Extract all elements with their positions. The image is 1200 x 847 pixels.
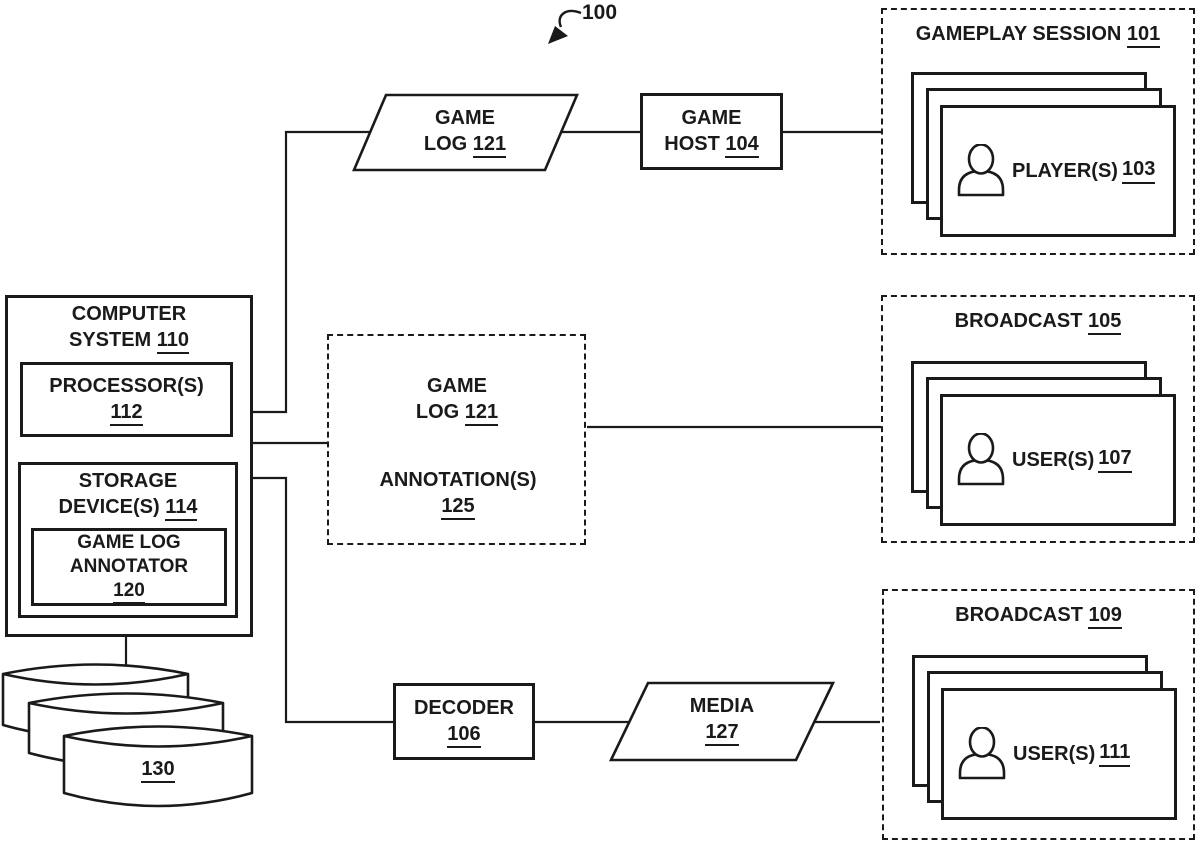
decoder-label: DECODER 106 xyxy=(414,696,514,747)
broadcast-109-title: BROADCAST 109 xyxy=(884,604,1193,627)
figure-arrow-icon xyxy=(548,11,581,44)
datastore-ref: 130 xyxy=(141,758,174,783)
users-107-ref: 107 xyxy=(1098,447,1131,473)
person-icon xyxy=(955,727,1009,781)
database-stack-icon xyxy=(3,665,252,807)
game-host-ref: 104 xyxy=(725,133,758,158)
computer-system-label: COMPUTER SYSTEM 110 xyxy=(69,302,189,353)
gameplay-session-ref: 101 xyxy=(1127,23,1160,48)
storage-devices-ref: 114 xyxy=(165,496,197,521)
game-log-annotator-box xyxy=(31,528,227,606)
processor-box xyxy=(20,362,233,437)
broadcast-105-ref: 105 xyxy=(1088,310,1121,335)
users-107-label: USER(S) xyxy=(1012,448,1095,471)
processor-label: PROCESSOR(S) 112 xyxy=(49,374,203,425)
users-111-label: USER(S) xyxy=(1013,742,1096,765)
broadcast-109-card-front xyxy=(941,688,1177,820)
game-log-annotator-ref: 120 xyxy=(113,580,145,604)
game-host-box xyxy=(640,93,783,170)
players-ref: 103 xyxy=(1122,158,1155,184)
users-107-row xyxy=(943,397,1173,523)
media-ref: 127 xyxy=(705,721,738,746)
players-label: PLAYER(S) xyxy=(1012,159,1118,182)
storage-devices-label: STORAGE DEVICE(S) 114 xyxy=(59,469,198,520)
person-icon xyxy=(954,144,1008,198)
annotations-label: ANNOTATION(S) 125 xyxy=(352,459,564,527)
broadcast-109-box xyxy=(882,589,1195,840)
broadcast-105-title: BROADCAST 105 xyxy=(883,310,1193,333)
decoder-box xyxy=(393,683,535,760)
broadcast-109-ref: 109 xyxy=(1088,604,1121,629)
processor-ref: 112 xyxy=(110,401,142,426)
users-111-ref: 111 xyxy=(1099,741,1130,767)
computer-system-ref: 110 xyxy=(157,329,189,354)
person-icon xyxy=(954,433,1008,487)
datastore-label xyxy=(108,758,208,781)
users-111-row xyxy=(944,691,1174,817)
game-log-top-label: GAME LOG 121 xyxy=(380,99,550,163)
broadcast-105-box xyxy=(881,295,1195,543)
figure-number xyxy=(582,1,617,25)
game-log-mid-label: GAME LOG 121 xyxy=(372,367,542,431)
game-log-top-ref: 121 xyxy=(473,133,506,158)
gameplay-session-box xyxy=(881,8,1195,255)
media-label: MEDIA 127 xyxy=(630,687,814,751)
game-host-label: GAME HOST 104 xyxy=(664,106,759,157)
gameplay-session-title: GAMEPLAY SESSION 101 xyxy=(883,23,1193,46)
figure-number-text: 100 xyxy=(582,1,618,24)
decoder-ref: 106 xyxy=(447,723,480,748)
players-row xyxy=(943,108,1173,234)
game-log-annotator-label: GAME LOG ANNOTATOR 120 xyxy=(70,531,188,602)
annotations-ref: 125 xyxy=(441,495,474,520)
broadcast-105-card-front xyxy=(940,394,1176,526)
session-card-front xyxy=(940,105,1176,237)
game-log-mid-ref: 121 xyxy=(465,401,498,426)
